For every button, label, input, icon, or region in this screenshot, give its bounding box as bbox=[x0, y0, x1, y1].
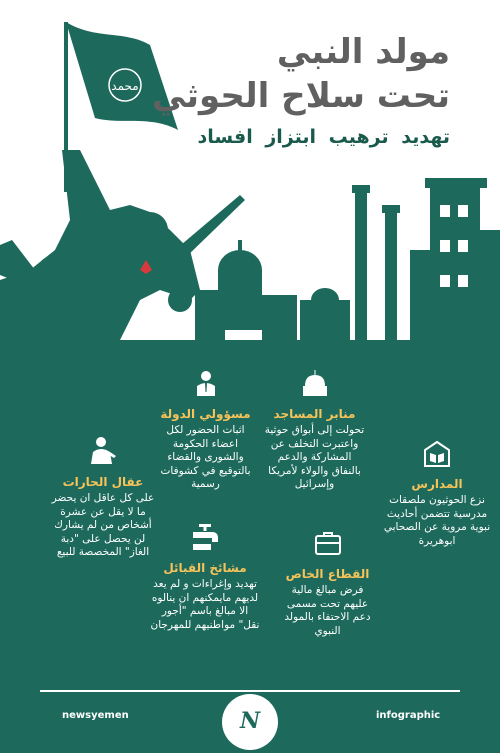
title-line-1: مولد النبي bbox=[276, 32, 450, 72]
footer-source: newsyemen bbox=[62, 710, 129, 721]
card-title: مشائخ القبائل bbox=[163, 561, 247, 575]
card-neighborhood-elders bbox=[48, 436, 158, 560]
card-body: فرض مبالغ مالية عليهم تحت مسمى دعم الاحتفاء بالمولد النبوي bbox=[284, 584, 371, 637]
subtitle: تهديد ترهيب ابتزاز افساد bbox=[197, 126, 450, 148]
card-body: على كل عاقل ان يحضر ما لا يقل عن عشرة أشخاص من لم يشارك لن يحصل على "دبة الغاز" المخصصة للبيع bbox=[51, 492, 155, 558]
card-body: نزع الحوثيون ملصقات مدرسية تتضمن أحاديث نبوية مروية عن الصحابي ابوهريرة bbox=[383, 494, 491, 547]
card-state-officials bbox=[158, 368, 253, 492]
card-title: القطاع الخاص bbox=[285, 567, 370, 581]
briefcase-icon bbox=[313, 528, 343, 558]
card-title: عقال الحارات bbox=[62, 475, 144, 489]
newsyemen-logo: N bbox=[222, 694, 278, 750]
faucet-icon bbox=[190, 522, 220, 552]
card-body: اثبات الحضور لكل اعضاء الحكومة والشورى والقضاء بالتوقيع في كشوفات رسمية bbox=[160, 424, 251, 490]
card-body: تحولت إلى أبواق حوثية واعتبرت التخلف عن المشاركة والدعم بالنفاق والولاء لأمريكا وإسرائيل bbox=[264, 424, 365, 490]
card-body: تهديد وإغراءات و لم يعد لديهم مايمكنهم ان ينالوه الا مبالغ باسم "أجور نقل" مواطنيهم للمهرجان bbox=[150, 578, 260, 631]
card-title: مسؤولي الدولة bbox=[160, 407, 251, 421]
official-icon bbox=[191, 368, 221, 398]
card-tribal-sheikhs bbox=[150, 522, 260, 632]
elder-icon bbox=[88, 436, 118, 466]
svg-text:محمد: محمد bbox=[111, 79, 139, 93]
card-private-sector bbox=[280, 528, 375, 638]
card-title: منابر المساجد bbox=[273, 407, 356, 421]
book-icon bbox=[422, 438, 452, 468]
footer-divider-top bbox=[40, 690, 460, 692]
title-line-2: تحت سلاح الحوثي bbox=[151, 76, 450, 116]
footer-label: infographic bbox=[376, 710, 441, 721]
card-title: المدارس bbox=[411, 477, 463, 491]
card-schools bbox=[382, 438, 492, 548]
card-mosque-pulpits bbox=[262, 368, 367, 492]
mosque-icon bbox=[300, 368, 330, 398]
title-block bbox=[150, 30, 450, 148]
